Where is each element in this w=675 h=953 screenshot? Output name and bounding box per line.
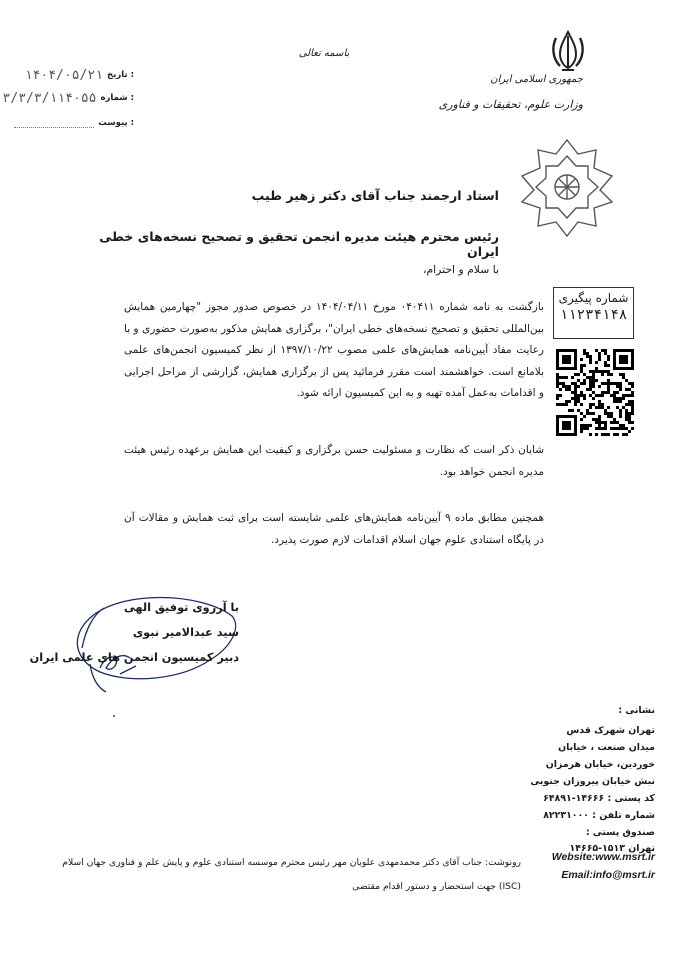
body-paragraph-3: همچنین مطابق ماده ۹ آیین‌نامه همایش‌های علمی شایسته است برای ثبت همایش و مقالات آن در پایگاه استنادی علوم جهان اسلام اقدامات لازم صورت پذیرد. bbox=[124, 512, 544, 546]
date-value: ۱۴۰۴/۰۵/۲۱ bbox=[24, 67, 104, 83]
greeting: با سلام و احترام، bbox=[422, 263, 499, 276]
cc-line-2: (ISC) جهت استحضار و دستور اقدام مقتضی bbox=[352, 881, 521, 892]
tracking-box bbox=[553, 287, 634, 339]
address-heading: نشانی : bbox=[618, 705, 655, 716]
tracking-label: شماره پیگیری bbox=[558, 291, 629, 305]
decorative-ornament-icon bbox=[516, 136, 618, 238]
number-label: شماره : bbox=[100, 93, 134, 103]
attachment-dots bbox=[14, 119, 94, 128]
email-link[interactable]: Email:info@msrt.ir bbox=[561, 869, 655, 881]
postal-code: کد پستی : ۱۴۶۶۶-۶۴۸۹۱ bbox=[543, 793, 655, 804]
recipient-name: استاد ارجمند جناب آقای دکتر زهیر طیب bbox=[251, 188, 499, 203]
bismillah-heading: باسمه تعالی bbox=[298, 48, 350, 59]
signature-closing: با آرزوی توفیق الهی bbox=[123, 601, 239, 614]
date-label: تاریخ : bbox=[107, 70, 134, 80]
recipient-title: رئیس محترم هیئت مدیره انجمن تحقیق و تصحیح نسخه‌های خطی ایران bbox=[99, 229, 499, 259]
org-name-line-1: جمهوری اسلامی ایران bbox=[490, 74, 583, 85]
org-name-line-2: وزارت علوم، تحقیقات و فناوری bbox=[438, 98, 583, 111]
attachment-label: پیوست : bbox=[98, 118, 134, 128]
body-paragraph-1: بازگشت به نامه شماره ۰۴۰۴۱۱ مورخ ۱۴۰۴/۰۴/۱۱ در خصوص صدور مجوز "چهارمین همایش بین‌المللی تحقیق و تصحیح نسخه‌های خطی ایران"، برگزاری همایش مذکور به‌صورت حضوری و با رعایت مفاد آیین‌نامه همایش‌های علمی مصوب ۱۳۹۷/۱۰/۲۲ از نظر کمیسیون انجمن‌های علمی بلامانع است. خواهشمند است مقرر فرمائید پس از برگزاری همایش، گزارشی از مراحل اجرایی و اقدامات به‌عمل آمده تهیه و به این کمیسیون ارائه شود. bbox=[124, 301, 544, 399]
phone-number: شماره تلفن : ۸۲۲۳۱۰۰۰ bbox=[543, 810, 655, 821]
address-line-1: تهران شهرک قدس bbox=[566, 725, 655, 736]
iran-emblem-icon bbox=[548, 28, 588, 72]
address-line-2: میدان صنعت ، خیابان bbox=[558, 742, 655, 753]
cc-line-1: رونوشت: جناب آقای دکتر محمدمهدی علویان مهر رئیس محترم موسسه استنادی علوم و پایش علم و فناوری جهان اسلام bbox=[62, 857, 521, 868]
address-line-4: نبش خیابان پیروزان جنوبی bbox=[530, 776, 655, 787]
address-line-3: خوردین، خیابان هرمزان bbox=[545, 759, 655, 770]
body-paragraph-2: شایان ذکر است که نظارت و مسئولیت حسن برگزاری و کیفیت این همایش برعهده رئیس هیئت مدیره انجمن خواهد بود. bbox=[124, 444, 544, 478]
number-value: ۳/۳/۳/۱۱۴۰۵۵ bbox=[2, 90, 97, 106]
signatory-title: دبیر کمیسیون انجمن های علمی ایران bbox=[29, 651, 239, 664]
po-box-value: تهران ۱۵۱۳-۱۴۶۶۵ bbox=[569, 843, 655, 854]
tracking-number: ۱۱۲۳۴۱۴۸ bbox=[559, 307, 628, 323]
po-box-label: صندوق پستی : bbox=[585, 827, 655, 838]
ink-dot bbox=[113, 715, 115, 717]
attachment-row bbox=[14, 116, 134, 130]
date-row bbox=[14, 68, 134, 82]
qr-code-icon bbox=[556, 349, 634, 437]
website-link[interactable]: Website:www.msrt.ir bbox=[551, 851, 655, 863]
number-row bbox=[2, 90, 134, 106]
signatory-name: سید عبدالامیر نبوی bbox=[132, 626, 239, 639]
